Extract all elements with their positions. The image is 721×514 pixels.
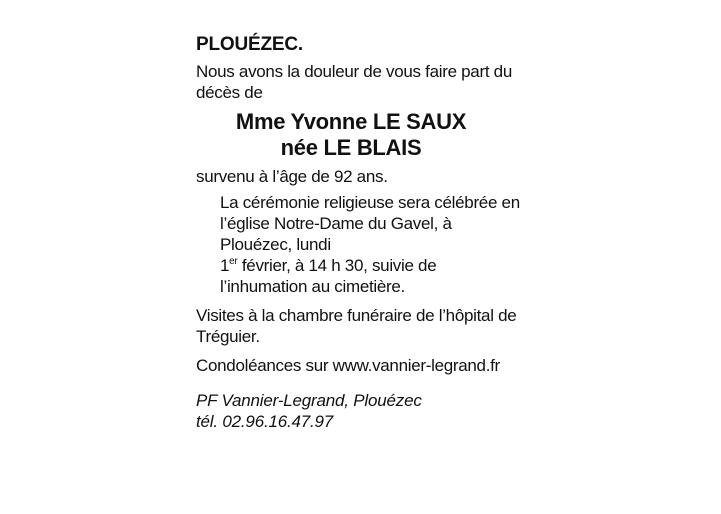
ceremony-day: 1 bbox=[220, 256, 230, 275]
obituary-notice bbox=[196, 34, 526, 432]
ceremony-text-after: février, à 14 h 30, suivie de l’inhumation au cimetière. bbox=[220, 256, 437, 296]
visits-text: Visites à la chambre funéraire de l’hôpital de Tréguier. bbox=[196, 306, 517, 346]
deceased-name-block bbox=[196, 109, 506, 161]
deceased-name: Mme Yvonne LE SAUX bbox=[235, 109, 467, 134]
intro-text: Nous avons la douleur de vous faire part du décès de bbox=[196, 62, 512, 102]
funeral-home-name: PF Vannier-Legrand, Plouézec bbox=[196, 391, 422, 410]
town-heading: PLOUÉZEC. bbox=[196, 34, 303, 55]
age-line: survenu à l’âge de 92 ans. bbox=[196, 167, 388, 186]
ceremony-text-before: La cérémonie religieuse sera célébrée en l’église Notre-Dame du Gavel, à Plouézec, lundi bbox=[220, 193, 520, 254]
condolences-text: Condoléances sur www.vannier-legrand.fr bbox=[196, 356, 500, 375]
funeral-home-signature bbox=[196, 390, 526, 432]
funeral-home-phone: tél. 02.96.16.47.97 bbox=[196, 412, 334, 431]
ceremony-text bbox=[196, 192, 526, 297]
ceremony-day-suffix: er bbox=[229, 256, 238, 267]
maiden-name: née LE BLAIS bbox=[280, 135, 422, 160]
